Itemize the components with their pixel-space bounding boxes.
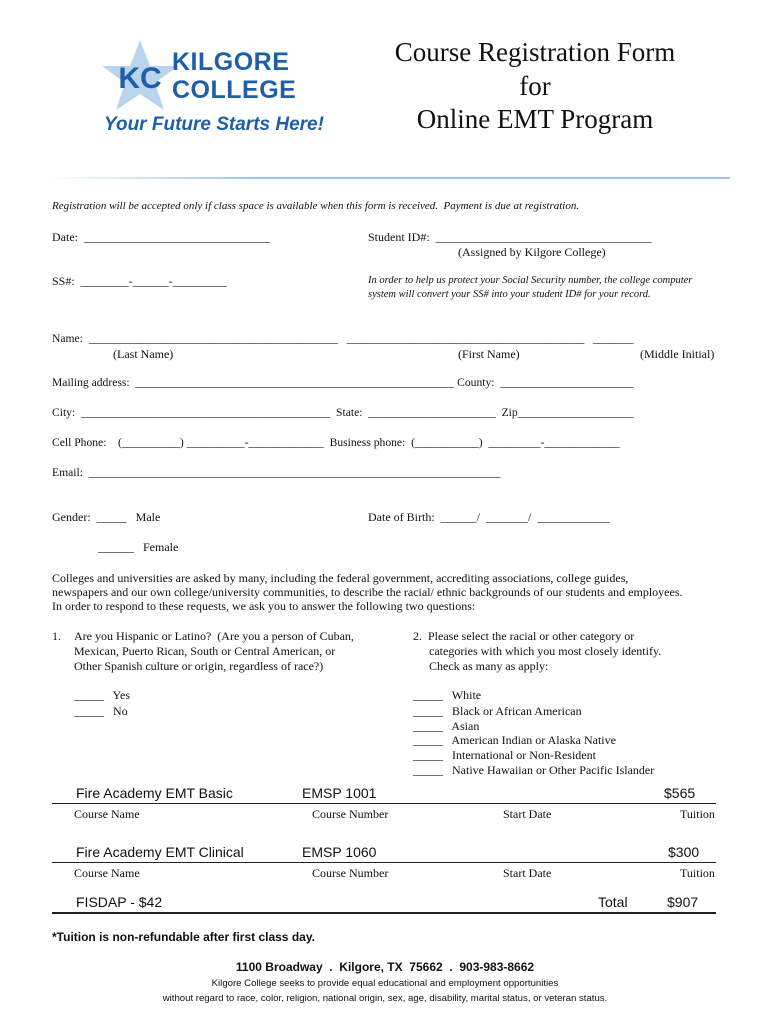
question-1-line2: Mexican, Puerto Rican, South or Central American, or — [74, 644, 336, 658]
student-id-field[interactable]: Student ID#: ____________________________________ — [368, 230, 652, 244]
logo-line2: COLLEGE — [172, 76, 297, 104]
total-value: $907 — [667, 894, 699, 910]
course-2-name: Fire Academy EMT Clinical — [76, 844, 244, 860]
mailing-address-field[interactable]: Mailing address: _______________________________________________________ County: _______________________ — [52, 376, 634, 389]
question-1-number: 1. — [52, 629, 61, 643]
intro-text: Registration will be accepted only if class space is available when this form is received. Payment is due at registration. — [52, 200, 580, 212]
course-1-tuition: $565 — [664, 785, 696, 801]
course-2-tuition: $300 — [668, 844, 700, 860]
middle-initial-label: (Middle Initial) — [640, 347, 715, 361]
hispanic-yes-option[interactable]: _____ Yes — [74, 688, 131, 702]
ss-note-1: In order to help us protect your Social Security number, the college computer — [368, 275, 693, 286]
course-1-name: Fire Academy EMT Basic — [76, 785, 233, 801]
refund-note: *Tuition is non-refundable after first class day. — [52, 930, 315, 944]
city-field[interactable]: City: ___________________________________________ State: ______________________ Zip____________________ — [52, 406, 634, 419]
race-option-international[interactable]: _____ International or Non-Resident — [413, 748, 596, 762]
kilgore-college-logo — [100, 38, 324, 148]
question-1-line3: Other Spanish culture or origin, regardless of race?) — [74, 659, 324, 673]
first-name-label: (First Name) — [458, 347, 520, 361]
course-1-header-tuition: Tuition — [680, 807, 715, 821]
ss-note-2: system will convert your SS# into your student ID# for your record. — [368, 289, 651, 300]
form-title-line1: Course Registration Form — [394, 37, 676, 67]
race-option-white[interactable]: _____ White — [413, 688, 482, 702]
logo-line1: KILGORE — [172, 48, 290, 76]
survey-paragraph-2: newspapers and our own college/university communities, to describe the racial/ ethnic backgrounds of our students and employees. — [52, 585, 683, 599]
race-option-black[interactable]: _____ Black or African American — [413, 704, 582, 718]
course-2-header-number: Course Number — [312, 866, 389, 880]
course-1-header-number: Course Number — [312, 807, 389, 821]
course-1-header-name: Course Name — [74, 807, 140, 821]
form-title-line3: Online EMT Program — [416, 104, 654, 134]
ss-field[interactable]: SS#: ________-______-_________ — [52, 274, 227, 288]
fisdap-fee: FISDAP - $42 — [76, 894, 163, 910]
course-1-number: EMSP 1001 — [302, 785, 377, 801]
logo-mark-text: KC — [118, 62, 162, 95]
gender-male-field[interactable]: Gender: _____ Male — [52, 510, 161, 524]
course-2-header-start: Start Date — [503, 866, 552, 880]
question-2-line2: categories with which you most closely identify. — [429, 644, 662, 658]
question-1-line1: Are you Hispanic or Latino? (Are you a person of Cuban, — [74, 629, 354, 643]
gender-female-field[interactable]: ______ Female — [98, 540, 179, 554]
course-1-rule — [52, 803, 716, 804]
course-2-number: EMSP 1060 — [302, 844, 377, 860]
race-option-pacific-islander[interactable]: _____ Native Hawaiian or Other Pacific Islander — [413, 763, 655, 777]
logo-star-mark — [100, 38, 180, 118]
footer-address: 1100 Broadway . Kilgore, TX 75662 . 903-983-8662 — [235, 960, 535, 974]
cell-phone-field[interactable]: Cell Phone: (__________) __________-_____________ Business phone: (___________) _________-_____________ — [52, 436, 620, 449]
hispanic-no-option[interactable]: _____ No — [74, 704, 128, 718]
date-field[interactable]: Date: _______________________________ — [52, 230, 270, 244]
footer-eeo-line2: without regard to race, color, religion, national origin, sex, age, disability, marital status, or veteran status. — [162, 993, 608, 1004]
header-divider — [50, 177, 730, 179]
last-name-label: (Last Name) — [113, 347, 174, 361]
course-2-rule — [52, 862, 716, 863]
name-field[interactable]: Name: ___________________________________________ _________________________________________ _______ — [52, 332, 634, 345]
course-2-header-tuition: Tuition — [680, 866, 715, 880]
race-option-american-indian[interactable]: _____ American Indian or Alaska Native — [413, 733, 616, 747]
footer-eeo-line1: Kilgore College seeks to provide equal educational and employment opportunities — [211, 978, 559, 989]
survey-paragraph-3: In order to respond to these requests, we ask you to answer the following two questions: — [52, 599, 476, 613]
form-title-line2: for — [519, 71, 551, 101]
question-2-line1: 2. Please select the racial or other category or — [413, 629, 635, 643]
question-2-line3: Check as many as apply: — [429, 659, 549, 673]
student-id-note: (Assigned by Kilgore College) — [458, 245, 606, 259]
date-of-birth-field[interactable]: Date of Birth: ______/ _______/ ____________ — [368, 510, 610, 524]
course-2-header-name: Course Name — [74, 866, 140, 880]
logo-tagline: Your Future Starts Here! — [104, 114, 324, 135]
survey-paragraph-1: Colleges and universities are asked by many, including the federal government, accrediting associations, college guides, — [52, 571, 629, 585]
email-field[interactable]: Email: _______________________________________________________________________ — [52, 466, 501, 479]
course-1-header-start: Start Date — [503, 807, 552, 821]
total-rule — [52, 912, 716, 914]
race-option-asian[interactable]: _____ Asian — [413, 719, 480, 733]
total-label: Total — [598, 894, 628, 910]
